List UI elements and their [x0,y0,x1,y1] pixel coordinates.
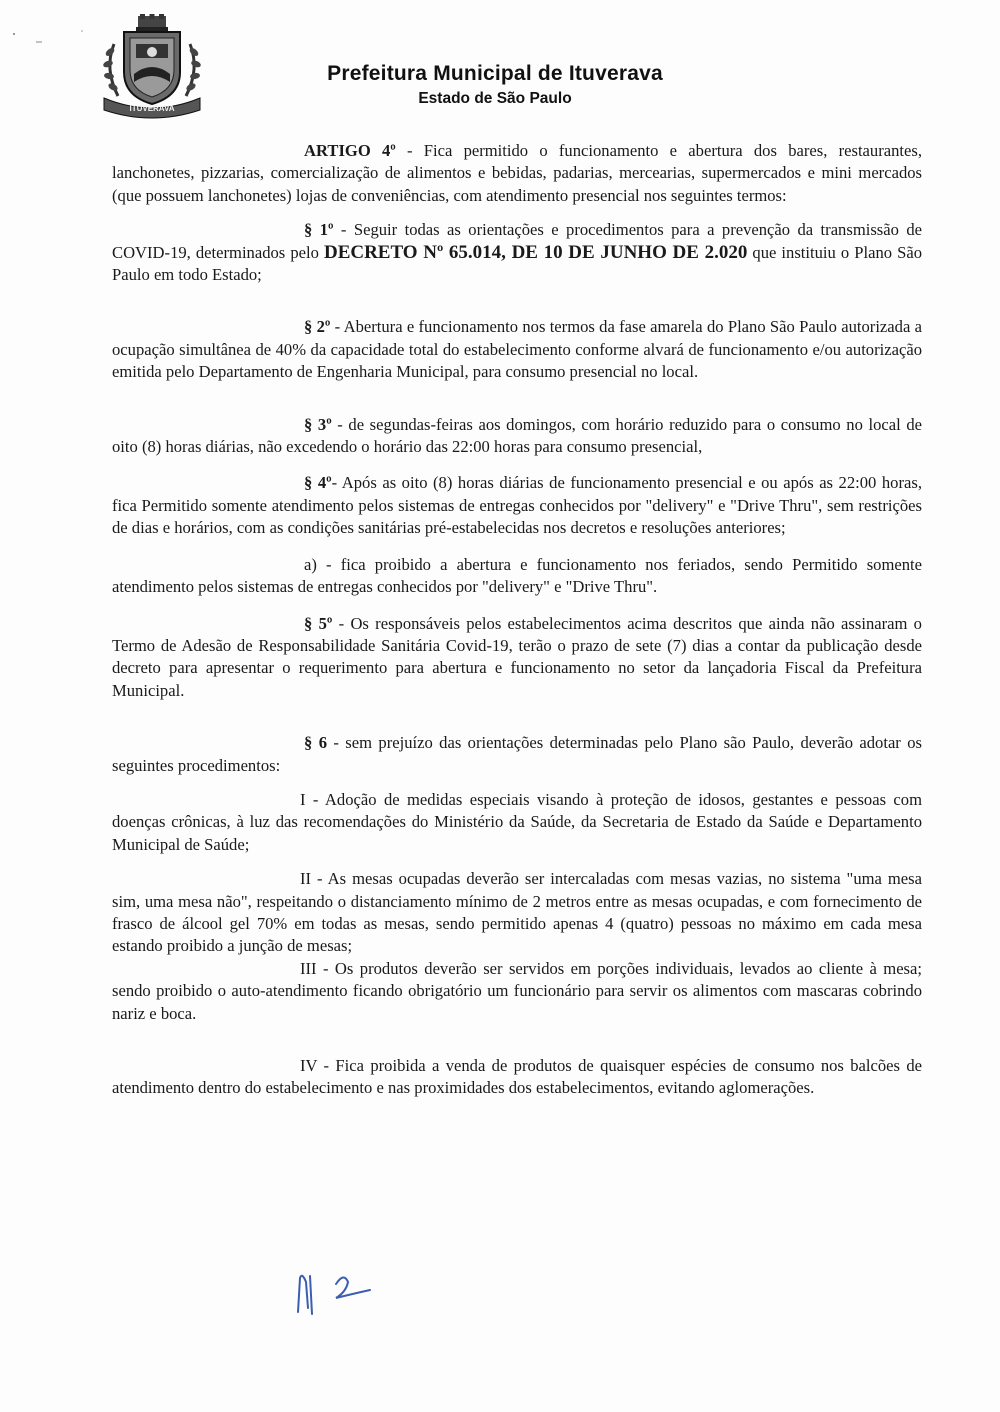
paragraph-5-text: - Os responsáveis pelos estabelecimentos acima descritos que ainda não assinaram o Termo de Adesão de Responsabilidade Sanitária Covid-19, terão o prazo de sete (7) dias a contar da publicação desde decreto para apresentar o requerimento para abertura e funcionamento no setor da lançadoria Fiscal da Prefeitura Municipal. [112,613,922,700]
paragraph-2 [112,316,922,383]
item-i-text: I - Adoção de medidas especiais visando à proteção de idosos, gestantes e pessoas com doenças crônicas, à luz das recomendações do Ministério da Saúde, da Secretaria de Estado da Saúde e Departamento Municipal de Saúde; [112,789,922,854]
municipal-coat-of-arms-icon [100,14,204,122]
paragraph-4 [112,472,922,539]
item-iv [112,1055,922,1100]
paragraph-5-label: § 5º [304,613,333,633]
handwritten-initials-icon [292,1268,382,1318]
letterhead [270,62,720,108]
paragraph-4-label: § 4º [304,473,332,493]
document-body [112,140,922,1100]
page-subtitle: Estado de São Paulo [418,90,572,107]
paragraph-3-text: - de segundas-feiras aos domingos, com horário reduzido para o consumo no local de oito (8) horas diárias, não excedendo o horário das 22:00 horas para consumo presencial, [112,414,922,457]
item-i [112,789,922,856]
artigo-4-label: ARTIGO 4º [304,141,396,160]
page-title: Prefeitura Municipal de Ituverava [327,62,663,85]
scan-specks-icon [8,28,88,48]
artigo-4-text: - Fica permitido o funcionamento e abertura dos bares, restaurantes, lanchonetes, pizzarias, comercialização de alimentos e bebidas, padarias, mercearias, supermercados e mini mercados (que possuem lanchonetes) lojas de conveniências, com atendimento presencial nos seguintes termos: [112,141,922,205]
item-iv-text: IV - Fica proibida a venda de produtos de quaisquer espécies de consumo nos balcões de atendimento dentro do estabelecimento e nas proximidades dos estabelecimentos, evitando aglomerações. [112,1056,922,1098]
paragraph-2-text: - Abertura e funcionamento nos termos da fase amarela do Plano São Paulo autorizada a ocupação simultânea de 40% da capacidade total do estabelecimento conforme alvará de funcionamento e/ou autorização emitida pelo Departamento de Engenharia Municipal, para consumo presencial no local. [112,317,922,382]
paragraph-1-decree: DECRETO Nº 65.014, DE 10 DE JUNHO DE 2.020 [323,241,748,263]
seal-ribbon-text: ITUVERAVA [129,104,175,113]
paragraph-3-label: § 3º [304,414,332,434]
item-iii-text: III - Os produtos deverão ser servidos em porções individuais, levados ao cliente à mesa; sendo proibido o auto-atendimento ficando obrigatório um funcionário para servir os alimentos com mascaras cobrindo nariz e boca. [112,958,922,1023]
paragraph-1 [112,219,922,286]
item-iii [112,958,922,1025]
item-ii-text: II - As mesas ocupadas deverão ser intercaladas com mesas vazias, no sistema "uma mesa sim, uma mesa não", respeitando o distanciamento mínimo de 2 metros entre as mesas ocupadas, e com fornecimento de frasco de álcool gel 70% em todas as mesas, sendo permitido apenas 4 (quatro) pessoas no máximo em cada mesa estando proibido a junção de mesas; [112,869,922,956]
item-a [112,554,922,599]
artigo-4-paragraph [112,140,922,207]
paragraph-3 [112,414,922,459]
paragraph-4-text: - Após as oito (8) horas diárias de funcionamento presencial e ou após as 22:00 horas, fica Permitido somente atendimento pelos sistemas de entregas conhecidos por "delivery" e "Drive Thru", sem restrições de dias e horários, com as condições sanitárias pré-estabelecidas nos decretos e resoluções anteriores; [112,473,922,538]
paragraph-6 [112,732,922,777]
item-a-text: a) - fica proibido a abertura e funcionamento nos feriados, sendo Permitido somente atendimento pelos sistemas de entregas conhecidos por "delivery" e "Drive Thru". [112,554,922,597]
paragraph-1-text-b: que instituiu o Plano São Paulo em todo Estado; [112,242,922,285]
paragraph-6-text: - sem prejuízo das orientações determinadas pelo Plano são Paulo, deverão adotar os seguintes procedimentos: [112,733,922,775]
paragraph-6-label: § 6 [304,733,327,753]
paragraph-2-label: § 2º [304,317,331,337]
paragraph-1-label: § 1º [304,220,334,240]
item-ii [112,868,922,958]
paragraph-1-text-a: - Seguir todas as orientações e procedimentos para a prevenção da transmissão de COVID-19, determinados pelo [112,220,922,262]
paragraph-5 [112,613,922,703]
